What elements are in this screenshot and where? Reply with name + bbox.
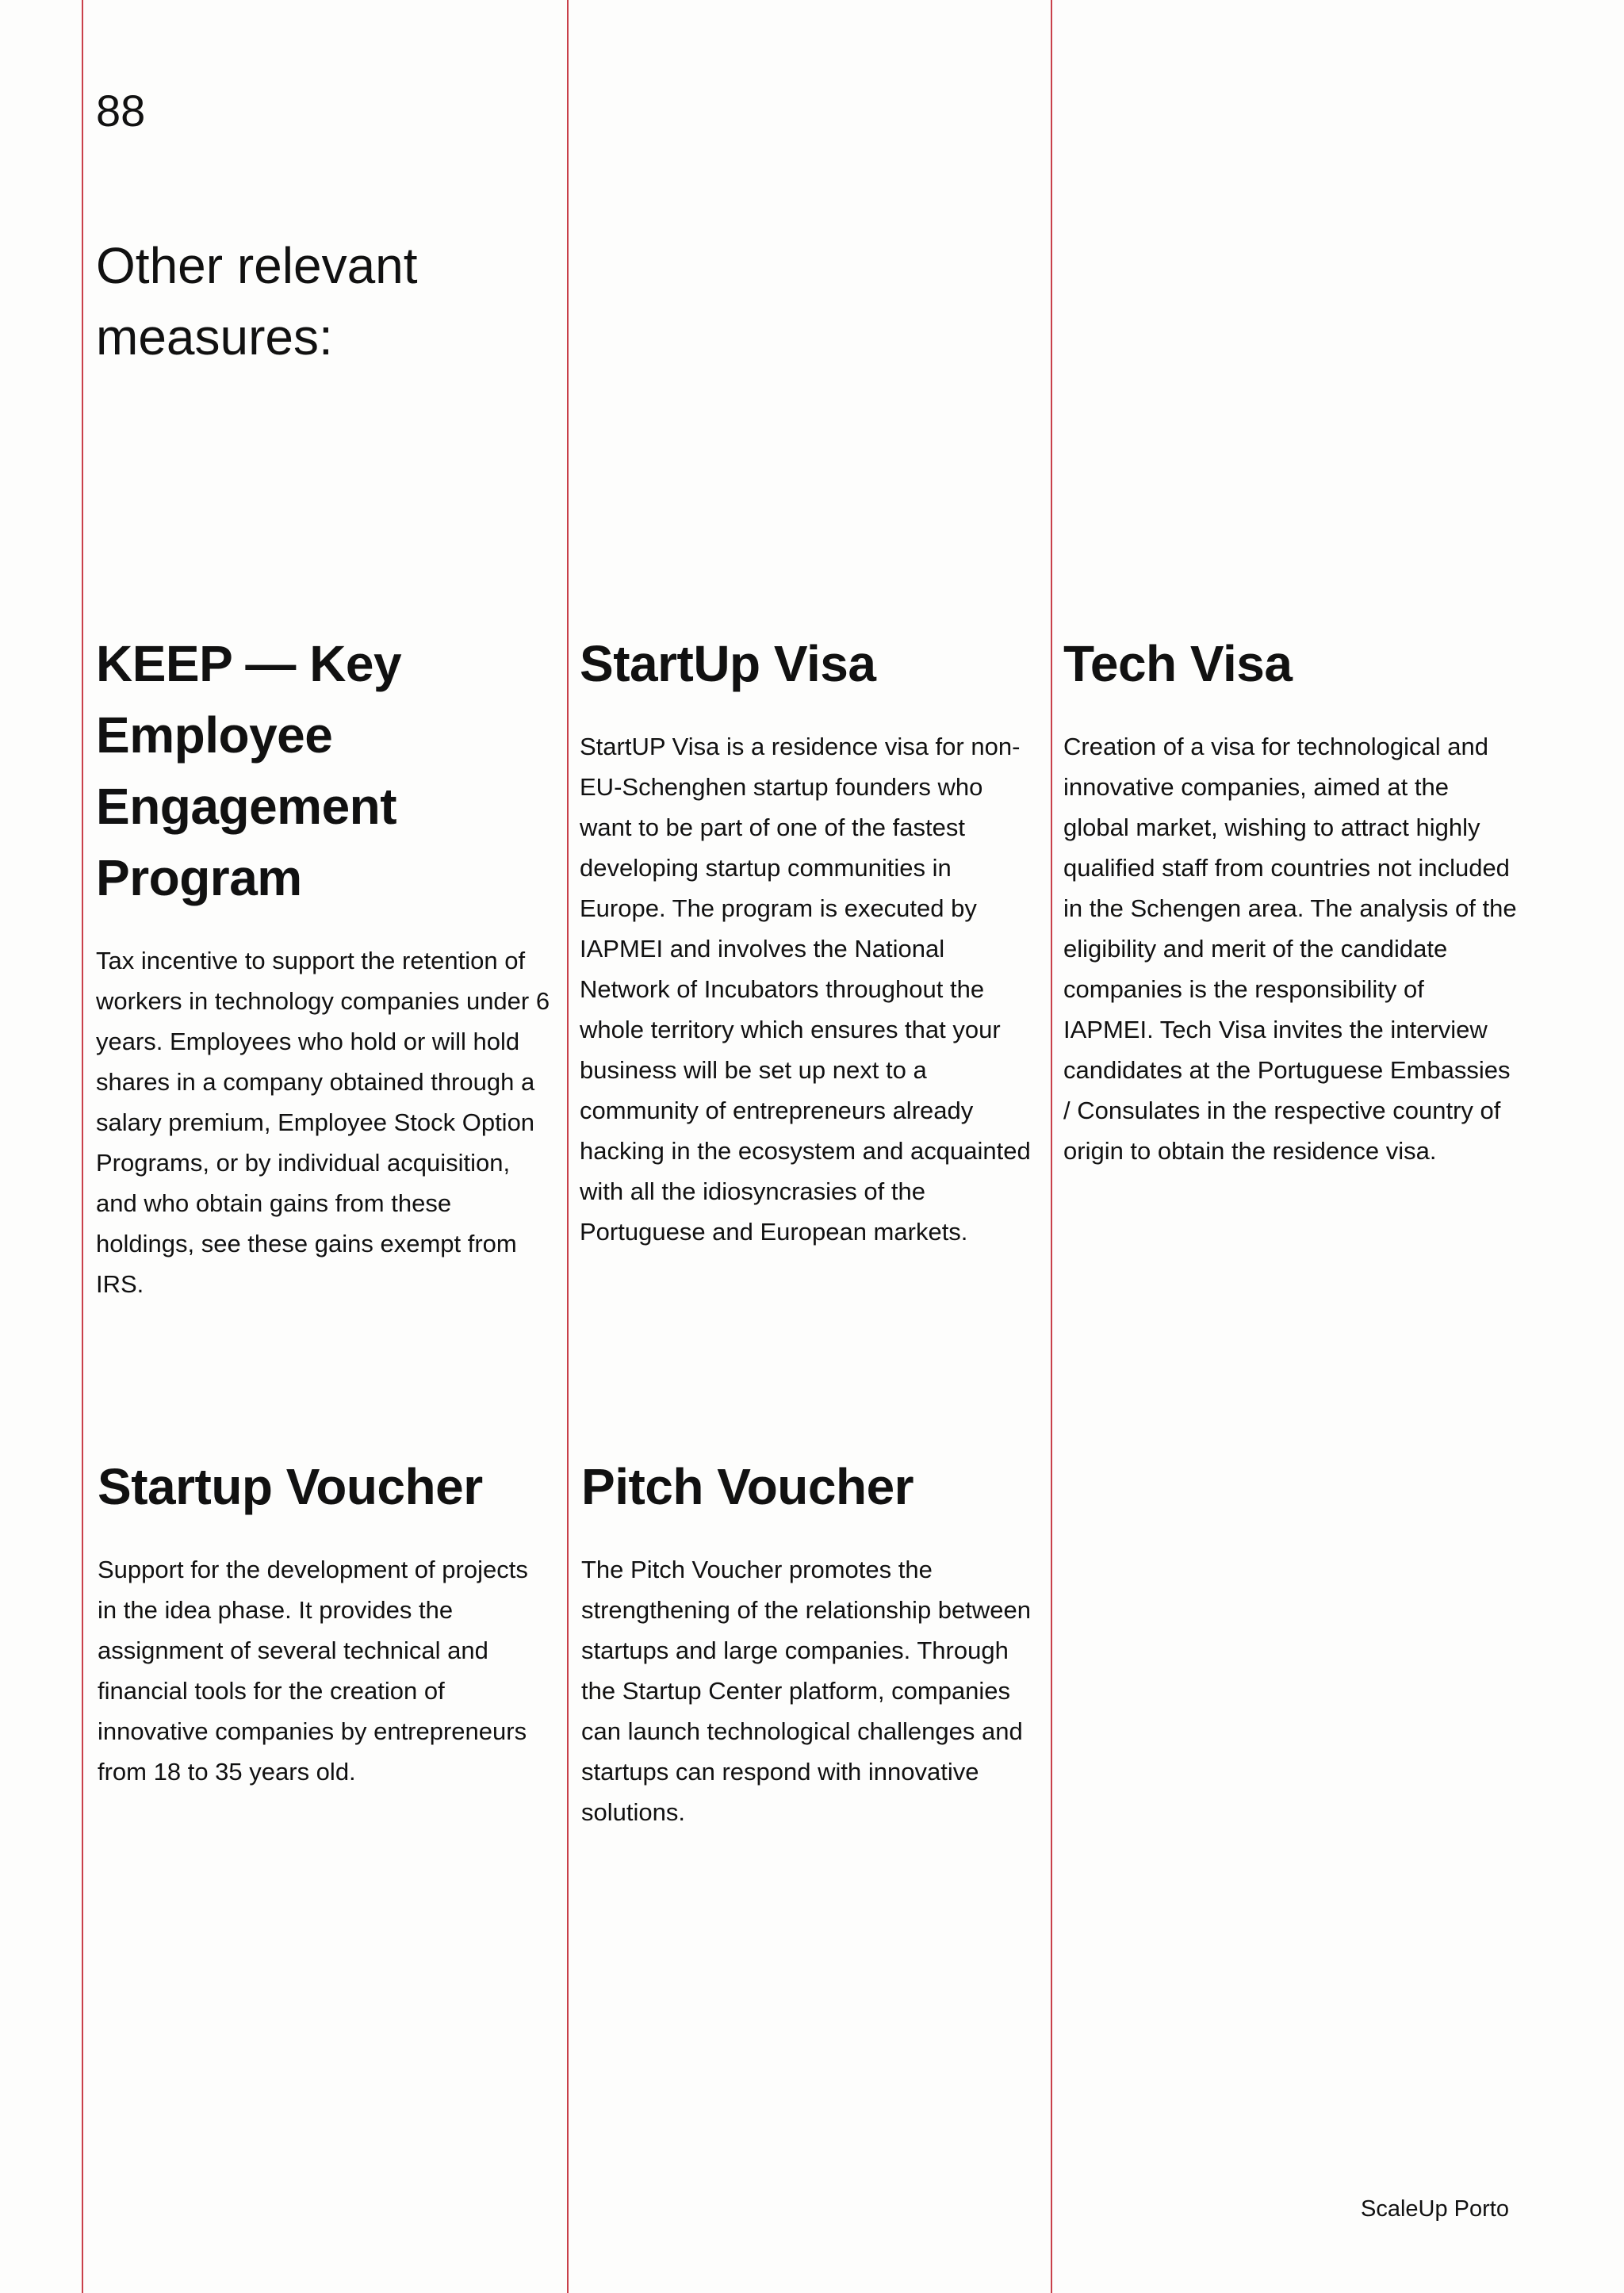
measure-title: Tech Visa xyxy=(1063,635,1293,692)
footer-label: ScaleUp Porto xyxy=(1361,2196,1509,2222)
page-number: 88 xyxy=(96,86,146,136)
measure-body: Tax incentive to support the retention of workers in technology companies under 6 years. Employees who hold or will hold shares in a company obtained through a salary premium, Employee Stock Option Programs, or by individual acquisition, and who obtain gains from these holdings, see these gains exempt from IRS. xyxy=(96,947,550,1298)
measure-title: KEEP — Key Employee Engagement Program xyxy=(96,635,402,906)
measure-body: The Pitch Voucher promotes the strengthening of the relationship between startups and large companies. Through the Startup Center platform, companies can launch technological challenges and startups can respond with innovative solutions. xyxy=(581,1556,1032,1826)
measure-title: Startup Voucher xyxy=(98,1458,483,1515)
measure-startup-voucher xyxy=(98,1451,553,1792)
column-rule-middle xyxy=(567,0,569,2293)
column-rule-right xyxy=(1051,0,1052,2293)
section-title: Other relevant measures: xyxy=(96,237,418,366)
measure-body: StartUP Visa is a residence visa for non-EU-Schenghen startup founders who want to be part of one of the fastest developing startup communities in Europe. The program is executed by IAPMEI and involves the National Network of Incubators throughout the whole territory which ensures that your business will be set up next to a community of entrepreneurs already hacking in the ecosystem and acquainted with all the idiosyncrasies of the Portuguese and European markets. xyxy=(580,733,1031,1246)
measure-startup-visa xyxy=(580,628,1036,1252)
measure-pitch-voucher xyxy=(581,1451,1037,1832)
measure-body: Creation of a visa for technological and innovative companies, aimed at the global market, wishing to attract highly qualified staff from countries not included in the Schengen area. The analysis of the eligibility and merit of the candidate companies is the responsibility of IAPMEI. Tech Visa invites the interview candidates at the Portuguese Embassies / Consulates in the respective country of origin to obtain the residence visa. xyxy=(1063,733,1517,1165)
measure-tech-visa xyxy=(1063,628,1519,1171)
measure-title: StartUp Visa xyxy=(580,635,876,692)
measure-body: Support for the development of projects in the idea phase. It provides the assignment of several technical and financial tools for the creation of innovative companies by entrepreneurs from 18 to 35 years old. xyxy=(98,1556,528,1786)
column-rule-left xyxy=(82,0,83,2293)
measure-keep xyxy=(96,628,552,1304)
measure-title: Pitch Voucher xyxy=(581,1458,914,1515)
